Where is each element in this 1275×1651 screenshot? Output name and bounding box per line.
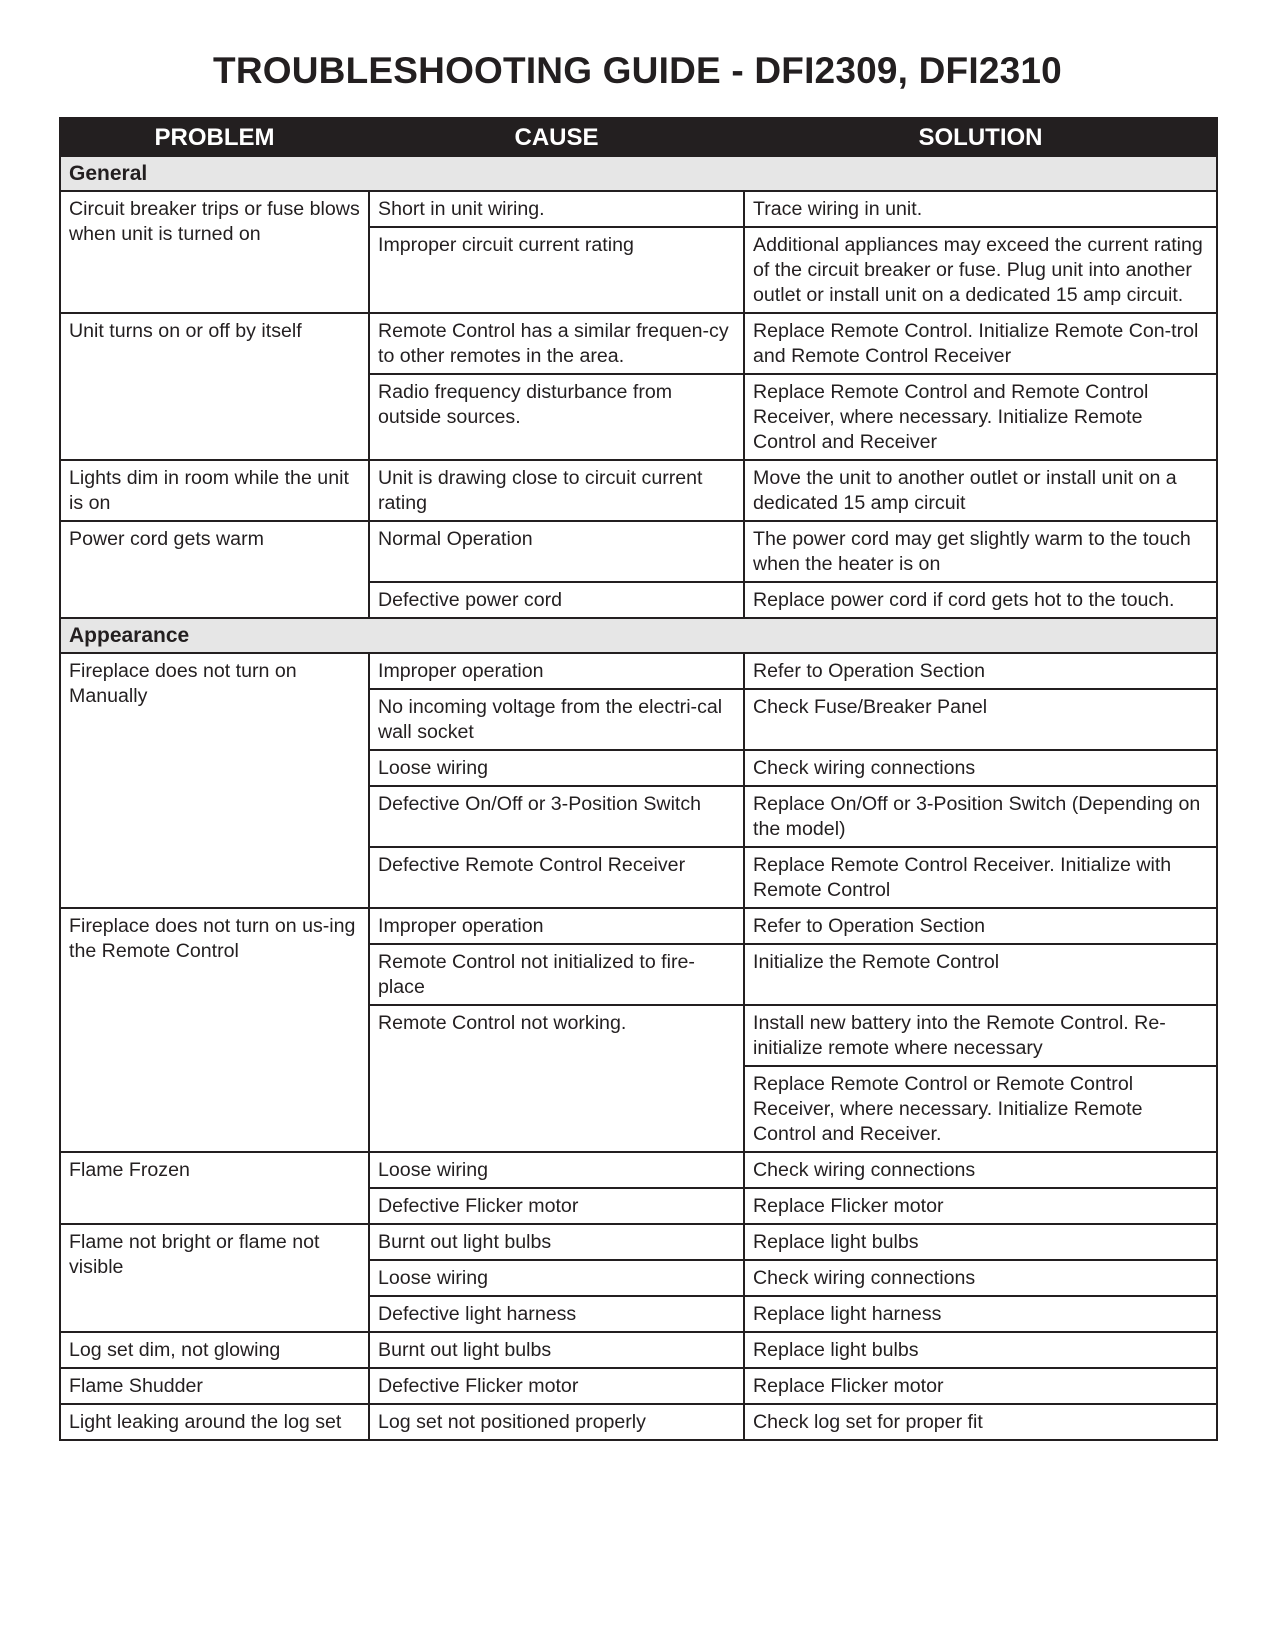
table-row (60, 1224, 1217, 1260)
cause-cell: Improper circuit current rating (369, 227, 744, 313)
problem-cell: Fireplace does not turn on us-ing the Remote Control (60, 908, 369, 1152)
solution-cell: Replace Remote Control Receiver. Initialize with Remote Control (744, 847, 1217, 908)
table-row (60, 653, 1217, 689)
table-row (60, 908, 1217, 944)
solution-cell: Replace Remote Control. Initialize Remote Con-trol and Remote Control Receiver (744, 313, 1217, 374)
cause-cell: Loose wiring (369, 1260, 744, 1296)
column-header-solution: SOLUTION (744, 118, 1217, 156)
section-row (60, 618, 1217, 653)
header-row (60, 118, 1217, 156)
solution-cell: Check wiring connections (744, 1152, 1217, 1188)
column-header-cause: CAUSE (369, 118, 744, 156)
solution-cell: Check wiring connections (744, 1260, 1217, 1296)
cause-cell: Defective power cord (369, 582, 744, 618)
cause-cell: Defective Remote Control Receiver (369, 847, 744, 908)
table-row (60, 1368, 1217, 1404)
cause-cell: Improper operation (369, 908, 744, 944)
section-row (60, 156, 1217, 191)
cause-cell: Defective Flicker motor (369, 1368, 744, 1404)
solution-cell: Initialize the Remote Control (744, 944, 1217, 1005)
problem-cell: Unit turns on or off by itself (60, 313, 369, 460)
solution-cell: Move the unit to another outlet or install unit on a dedicated 15 amp circuit (744, 460, 1217, 521)
page-title: TROUBLESHOOTING GUIDE - DFI2309, DFI2310 (213, 50, 1062, 91)
table-row (60, 521, 1217, 582)
solution-cell: Refer to Operation Section (744, 908, 1217, 944)
solution-cell: Replace Remote Control or Remote Control Receiver, where necessary. Initialize Remote Control and Receiver. (744, 1066, 1217, 1152)
problem-cell: Power cord gets warm (60, 521, 369, 618)
cause-cell: Remote Control has a similar frequen-cy to other remotes in the area. (369, 313, 744, 374)
troubleshooting-table (59, 117, 1218, 1441)
cause-cell: Radio frequency disturbance from outside sources. (369, 374, 744, 460)
problem-cell: Circuit breaker trips or fuse blows when unit is turned on (60, 191, 369, 313)
solution-cell: Additional appliances may exceed the current rating of the circuit breaker or fuse. Plug unit into another outlet or install unit on a dedicated 15 amp circuit. (744, 227, 1217, 313)
table-header (60, 118, 1217, 156)
solution-cell: The power cord may get slightly warm to the touch when the heater is on (744, 521, 1217, 582)
cause-cell: Remote Control not working. (369, 1005, 744, 1152)
cause-cell: No incoming voltage from the electri-cal wall socket (369, 689, 744, 750)
section-heading: General (60, 156, 1217, 191)
solution-cell: Replace power cord if cord gets hot to the touch. (744, 582, 1217, 618)
cause-cell: Burnt out light bulbs (369, 1332, 744, 1368)
cause-cell: Loose wiring (369, 750, 744, 786)
cause-cell: Defective Flicker motor (369, 1188, 744, 1224)
solution-cell: Replace light bulbs (744, 1224, 1217, 1260)
solution-cell: Replace Remote Control and Remote Control Receiver, where necessary. Initialize Remote Control and Receiver (744, 374, 1217, 460)
problem-cell: Lights dim in room while the unit is on (60, 460, 369, 521)
table-row (60, 1332, 1217, 1368)
solution-cell: Replace On/Off or 3-Position Switch (Depending on the model) (744, 786, 1217, 847)
cause-cell: Log set not positioned properly (369, 1404, 744, 1440)
cause-cell: Defective light harness (369, 1296, 744, 1332)
solution-cell: Check wiring connections (744, 750, 1217, 786)
table-body (60, 156, 1217, 1440)
solution-cell: Install new battery into the Remote Control. Re-initialize remote where necessary (744, 1005, 1217, 1066)
cause-cell: Normal Operation (369, 521, 744, 582)
cause-cell: Unit is drawing close to circuit current rating (369, 460, 744, 521)
problem-cell: Light leaking around the log set (60, 1404, 369, 1440)
solution-cell: Replace light bulbs (744, 1332, 1217, 1368)
table-row (60, 191, 1217, 227)
solution-cell: Replace light harness (744, 1296, 1217, 1332)
table-row (60, 1152, 1217, 1188)
section-heading: Appearance (60, 618, 1217, 653)
problem-cell: Flame not bright or flame not visible (60, 1224, 369, 1332)
solution-cell: Check Fuse/Breaker Panel (744, 689, 1217, 750)
column-header-problem: PROBLEM (60, 118, 369, 156)
solution-cell: Trace wiring in unit. (744, 191, 1217, 227)
table-row (60, 1404, 1217, 1440)
cause-cell: Loose wiring (369, 1152, 744, 1188)
solution-cell: Replace Flicker motor (744, 1188, 1217, 1224)
solution-cell: Replace Flicker motor (744, 1368, 1217, 1404)
cause-cell: Burnt out light bulbs (369, 1224, 744, 1260)
cause-cell: Short in unit wiring. (369, 191, 744, 227)
table-row (60, 460, 1217, 521)
cause-cell: Defective On/Off or 3-Position Switch (369, 786, 744, 847)
table-row (60, 313, 1217, 374)
problem-cell: Flame Shudder (60, 1368, 369, 1404)
problem-cell: Flame Frozen (60, 1152, 369, 1224)
problem-cell: Fireplace does not turn on Manually (60, 653, 369, 908)
solution-cell: Refer to Operation Section (744, 653, 1217, 689)
cause-cell: Remote Control not initialized to fire-place (369, 944, 744, 1005)
cause-cell: Improper operation (369, 653, 744, 689)
solution-cell: Check log set for proper fit (744, 1404, 1217, 1440)
problem-cell: Log set dim, not glowing (60, 1332, 369, 1368)
